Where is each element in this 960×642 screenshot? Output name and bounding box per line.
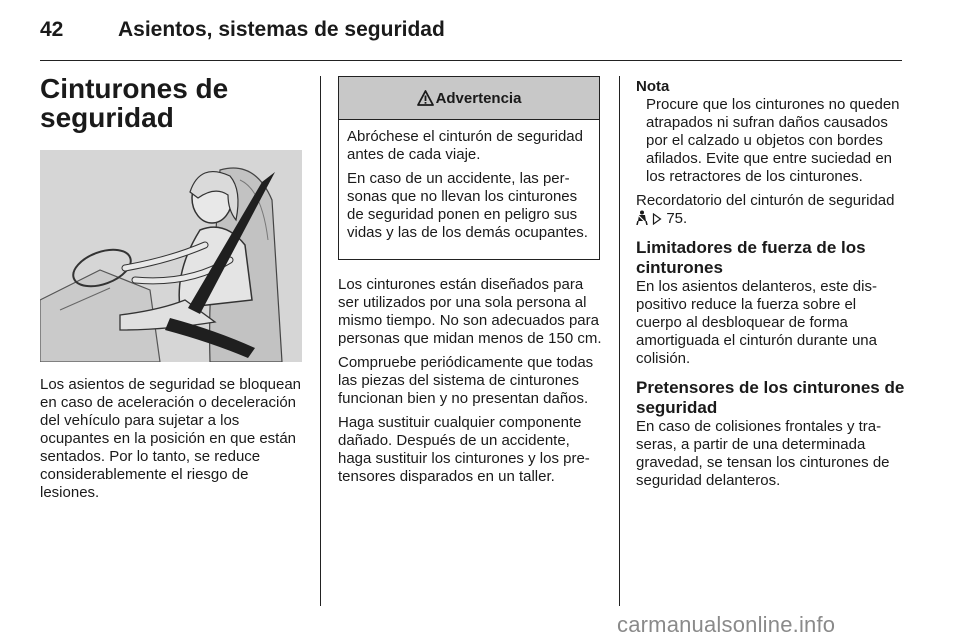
page-number: 42 [40, 18, 64, 41]
warning-body [339, 120, 599, 242]
warning-box [338, 76, 600, 260]
warning-paragraph: Abróchese el cinturón de seguridad antes de cada viaje. [347, 128, 583, 163]
body-paragraph: Haga sustituir cualquier componente dañado. Después de un accidente, haga sustituir los cinturones y los pretensores disparados en un taller. [338, 414, 590, 485]
limiters-text: En los asientos delanteros, este dispositivo reduce la fuerza sobre el cuerpo al desbloquear de forma amortiguada el cinturón durante una colisión. [636, 278, 877, 367]
seatbelt-icon [636, 210, 648, 225]
body-paragraph: Los cinturones están diseñados para ser utilizados por una sola persona al mismo tiempo. No son adecuados para personas que midan menos de 150 cm. [338, 276, 602, 347]
seatbelt-illustration-drawing [40, 150, 302, 362]
section-title: Cinturones de seguridad [40, 73, 229, 133]
column-1-body [40, 376, 304, 508]
watermark: carmanualsonline.info [617, 612, 836, 637]
column-divider-2 [619, 76, 620, 606]
intro-paragraph: Los asientos de seguridad se bloquean en caso de aceleración o deceleración del vehículo para sujetar a los ocupantes en la posición en que están sentados. Por lo tanto, se reduce considerablemente el riesgo de lesiones. [40, 376, 302, 501]
reminder-page-ref: 75. [666, 210, 688, 227]
seatbelt-illustration [40, 150, 302, 362]
note-text: Procure que los cinturones no queden atrapados ni sufran daños causados por el calzado u objetos con bordes afilados. Evite que entre suciedad en los retractores de los cinturones. [646, 96, 900, 185]
limiters-heading: Limitadores de fuerza de los cinturones [636, 238, 866, 277]
pretensioners-heading: Pretensores de los cinturones de seguridad [636, 378, 905, 417]
warning-title: Advertencia [435, 89, 522, 107]
column-3-body [636, 78, 906, 496]
running-head: Asientos, sistemas de seguridad [118, 18, 445, 41]
column-2-body [338, 276, 604, 492]
warning-header [339, 77, 599, 120]
column-divider-1 [320, 76, 321, 606]
warning-triangle-icon [417, 90, 434, 106]
header-rule [40, 60, 902, 61]
note-label: Nota [636, 78, 670, 95]
reminder-paragraph [636, 192, 906, 228]
warning-paragraph: En caso de un accidente, las personas que no llevan los cinturones de seguridad ponen en peligro sus vidas y las de los demás ocupantes. [347, 170, 588, 241]
body-paragraph: Compruebe periódicamente que todas las piezas del sistema de cinturones funcionan bien y no presentan daños. [338, 354, 594, 407]
reminder-text: Recordatorio del cinturón de seguridad [636, 192, 895, 209]
pretensioners-text: En caso de colisiones frontales y traseras, a partir de una determinada gravedad, se tensan los cinturones de seguridad delanteros. [636, 418, 890, 489]
page-reference-arrow-icon [652, 213, 662, 225]
